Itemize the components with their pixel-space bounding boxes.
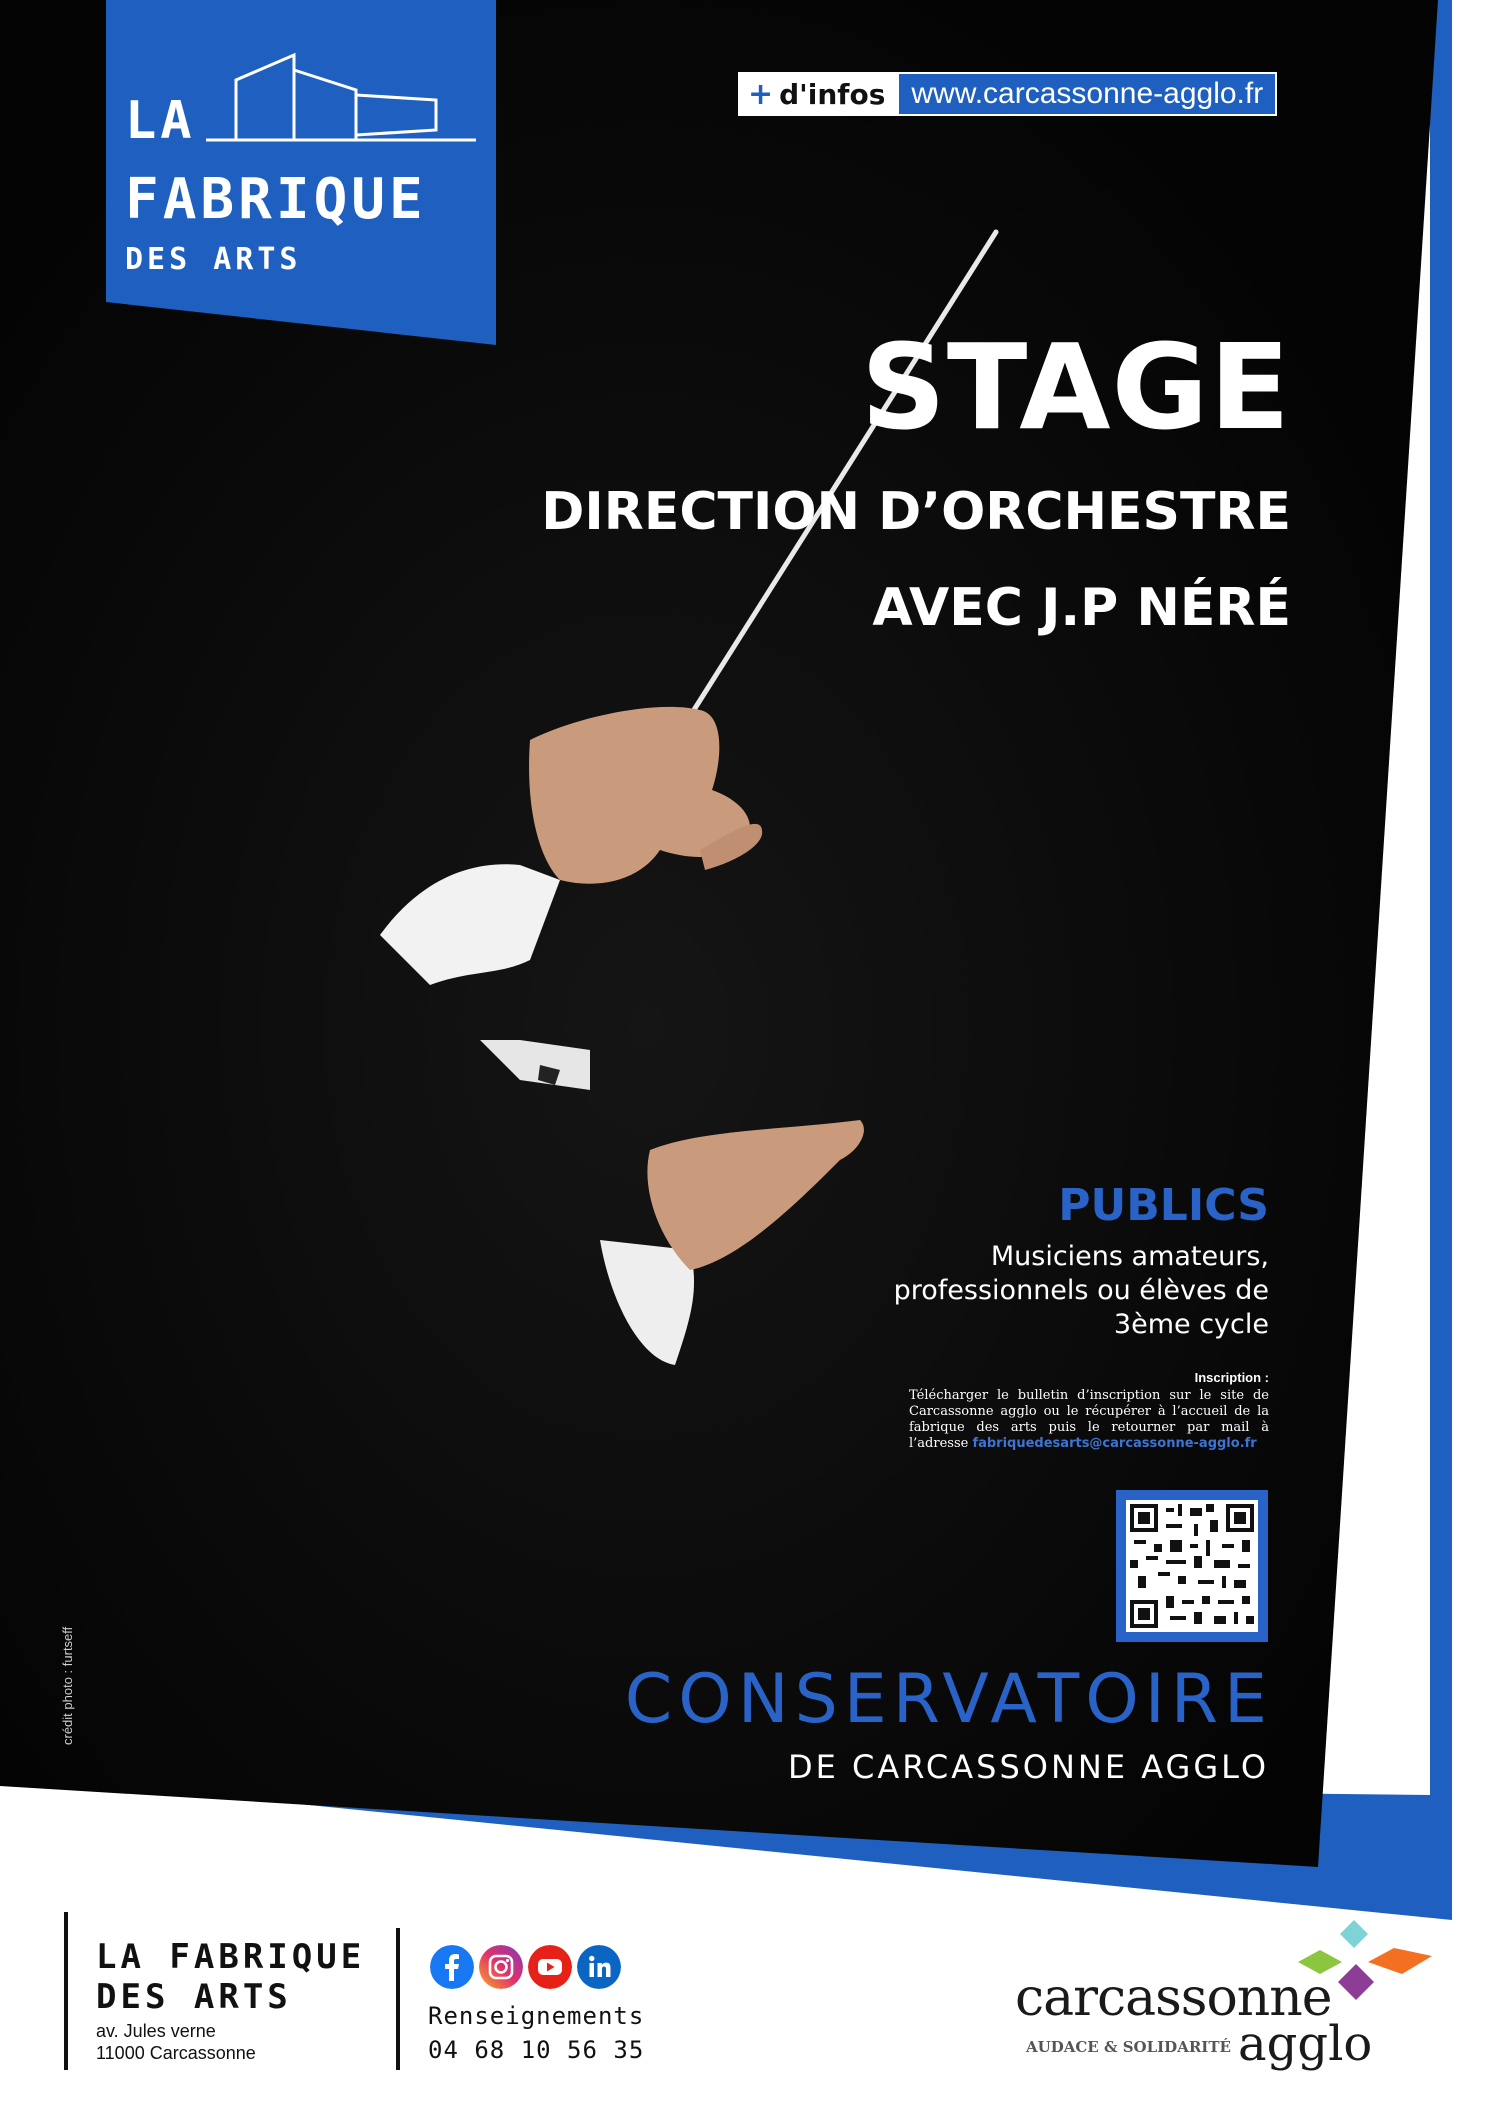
logo-line-des-arts: DES ARTS xyxy=(125,242,302,277)
linkedin-icon[interactable] xyxy=(577,1945,621,1989)
publics-line: professionnels ou élèves de xyxy=(893,1275,1269,1306)
conservatoire-title: CONSERVATOIRE xyxy=(624,1660,1273,1739)
main-with: AVEC J.P NÉRÉ xyxy=(872,578,1291,638)
footer-address xyxy=(96,2020,256,2064)
youtube-icon[interactable] xyxy=(528,1945,572,1989)
publics-line: 3ème cycle xyxy=(1113,1309,1269,1340)
inscription-title: Inscription : xyxy=(1194,1370,1269,1385)
renseignements-label: Renseignements xyxy=(428,2002,645,2030)
footer-address-line: 11000 Carcassonne xyxy=(96,2043,256,2063)
logo-line-fabrique: FABRIQUE xyxy=(125,167,427,232)
facebook-icon[interactable] xyxy=(430,1945,474,1989)
instagram-icon[interactable] xyxy=(479,1945,523,1989)
info-label: d'infos xyxy=(779,77,886,111)
agglo-word-agglo: agglo xyxy=(1238,2016,1373,2072)
main-title: STAGE xyxy=(860,318,1291,456)
logo-line-la: LA xyxy=(125,91,196,151)
plus-icon: + xyxy=(748,76,774,112)
info-link[interactable] xyxy=(738,72,1277,116)
qr-code[interactable] xyxy=(1116,1490,1268,1642)
agglo-word-carcassonne: carcassonne xyxy=(1015,1968,1332,2028)
photo-credit: crédit photo : furtseff xyxy=(60,1626,75,1745)
footer-divider-left xyxy=(64,1912,68,2070)
conservatoire-subtitle: DE CARCASSONNE AGGLO xyxy=(787,1748,1269,1786)
info-plus-badge xyxy=(738,72,897,116)
main-subtitle: DIRECTION D’ORCHESTRE xyxy=(541,482,1291,542)
agglo-tagline: AUDACE & SOLIDARITÉ xyxy=(1026,2038,1231,2056)
footer-name-line2: DES ARTS xyxy=(96,1977,292,2017)
inscription-email-link[interactable]: fabriquedesarts@carcassonne-agglo.fr xyxy=(972,1436,1257,1451)
publics-line: Musiciens amateurs, xyxy=(990,1241,1269,1272)
phone-number[interactable]: 04 68 10 56 35 xyxy=(428,2036,645,2064)
inscription-text: Télécharger le bulletin d’inscription sur le site de Carcassonne agglo ou le récupérer à l’accueil de la fabrique des arts puis le retourner par mail à l’adresse xyxy=(909,1388,1269,1451)
footer-address-line: av. Jules verne xyxy=(96,2021,216,2041)
info-url[interactable]: www.carcassonne-agglo.fr xyxy=(897,72,1277,116)
inscription-body xyxy=(909,1388,1269,1452)
qr-icon xyxy=(1126,1500,1258,1632)
footer-divider-middle xyxy=(396,1928,400,2070)
footer-name-line1: LA FABRIQUE xyxy=(96,1937,366,1977)
publics-title: PUBLICS xyxy=(1058,1180,1269,1231)
qr-code-pattern xyxy=(1126,1500,1258,1632)
publics-body xyxy=(749,1240,1269,1342)
